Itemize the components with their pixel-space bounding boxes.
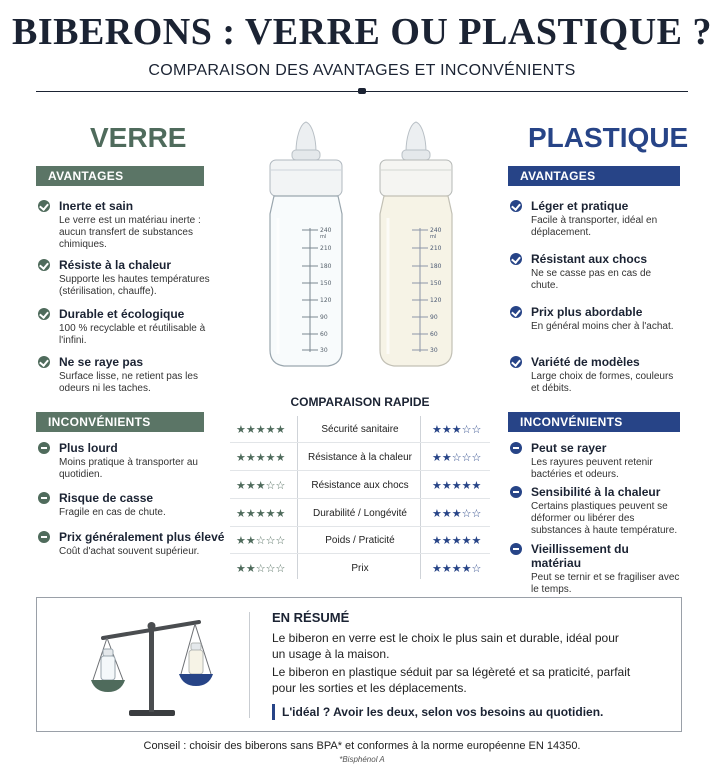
plastique-inconvenient-item xyxy=(510,441,682,481)
graduation-label: 180 xyxy=(430,263,442,270)
verre-rating-stars: ★★★☆☆ xyxy=(236,480,286,492)
verre-avantage-item xyxy=(38,355,213,395)
graduation-label: 120 xyxy=(320,297,332,304)
plastique-rating-stars: ★★☆☆☆ xyxy=(432,452,482,464)
verre-avantage-item xyxy=(38,258,213,298)
graduation-unit: ml xyxy=(320,234,327,240)
row-separator xyxy=(230,553,490,554)
scale-icon xyxy=(87,616,217,718)
verre-inconvenient-item xyxy=(38,491,213,519)
row-separator xyxy=(230,442,490,443)
resume-divider xyxy=(249,612,250,718)
resume-box xyxy=(36,597,682,732)
plastique-rating-stars: ★★★★★ xyxy=(432,480,482,492)
verre-inconvenient-item xyxy=(38,530,228,558)
check-icon xyxy=(510,253,522,265)
check-icon xyxy=(510,200,522,212)
minus-icon xyxy=(510,442,522,454)
check-icon xyxy=(510,306,522,318)
item-desc: Les rayures peuvent retenir bactéries et odeurs. xyxy=(531,457,653,480)
verre-avantage-item xyxy=(38,199,213,251)
graduation-label: 150 xyxy=(430,280,442,287)
item-desc: Fragile en cas de chute. xyxy=(59,507,166,518)
plastique-inconvenient-item xyxy=(510,542,682,596)
row-separator xyxy=(230,498,490,499)
item-desc: En général moins cher à l'achat. xyxy=(531,321,674,332)
check-icon xyxy=(510,356,522,368)
item-title: Risque de casse xyxy=(59,491,154,505)
item-desc: Large choix de formes, couleurs et débits. xyxy=(531,371,674,394)
item-title: Léger et pratique xyxy=(531,199,629,213)
resume-paragraph-verre: Le biberon en verre est le choix le plus sain et durable, idéal pour un usage à la maison. xyxy=(272,631,619,661)
check-icon xyxy=(38,200,50,212)
plastique-avantage-item xyxy=(510,252,680,292)
plastique-avantages-bar: AVANTAGES xyxy=(508,166,680,186)
criterion-label: Résistance à la chaleur xyxy=(308,452,412,463)
graduation-label: 90 xyxy=(320,314,328,321)
verre-title: VERRE xyxy=(90,122,187,153)
header-divider-ornament xyxy=(358,88,366,94)
item-desc: Surface lisse, ne retient pas les odeurs ni les taches. xyxy=(59,371,198,394)
plastique-rating-stars: ★★★☆☆ xyxy=(432,424,482,436)
graduation-label: 240 xyxy=(320,227,332,234)
criterion-label: Durabilité / Longévité xyxy=(313,508,407,519)
plastique-title: PLASTIQUE xyxy=(528,122,689,153)
item-title: Résistant aux chocs xyxy=(531,252,648,266)
graduation-label: 180 xyxy=(320,263,332,270)
comparaison-row xyxy=(230,444,490,471)
item-desc: Facile à transporter, idéal en déplacement. xyxy=(531,215,658,238)
verre-inconvenients-bar: INCONVÉNIENTS xyxy=(36,412,204,432)
resume-title: EN RÉSUMÉ xyxy=(272,610,350,625)
item-desc: Le verre est un matériau inerte : aucun transfert de substances chimiques. xyxy=(59,215,201,250)
criterion-label: Prix xyxy=(351,563,369,574)
minus-icon xyxy=(38,492,50,504)
glass-bottle-image xyxy=(258,118,354,374)
item-title: Prix généralement plus élevé xyxy=(59,530,225,544)
comparaison-row xyxy=(230,500,490,527)
minus-icon xyxy=(510,543,522,555)
graduation-label: 90 xyxy=(430,314,438,321)
minus-icon xyxy=(38,531,50,543)
plastique-inconvenient-item xyxy=(510,485,682,537)
graduation-label: 60 xyxy=(320,331,328,338)
verre-rating-stars: ★★★★★ xyxy=(236,424,286,436)
verre-rating-stars: ★★★★★ xyxy=(236,452,286,464)
verre-inconvenient-item xyxy=(38,441,213,481)
item-desc: Coût d'achat souvent supérieur. xyxy=(59,546,200,557)
plastique-avantage-item xyxy=(510,355,680,395)
item-desc: Moins pratique à transporter au quotidien. xyxy=(59,457,198,480)
row-separator xyxy=(230,470,490,471)
graduation-label: 120 xyxy=(430,297,442,304)
comparaison-row xyxy=(230,472,490,499)
criterion-label: Résistance aux chocs xyxy=(311,480,409,491)
comparaison-row xyxy=(230,416,490,443)
plastique-avantage-item xyxy=(510,199,680,239)
check-icon xyxy=(38,308,50,320)
item-desc: Peut se ternir et se fragiliser avec le temps. xyxy=(531,572,680,595)
graduation-label: 150 xyxy=(320,280,332,287)
item-title: Variété de modèles xyxy=(531,355,640,369)
item-title: Vieillissement du matériau xyxy=(531,542,629,570)
page-subtitle: COMPARAISON DES AVANTAGES ET INCONVÉNIENTS xyxy=(148,62,576,79)
graduation-label: 210 xyxy=(430,245,442,252)
footer-footnote: *Bisphénol A xyxy=(339,755,385,764)
item-title: Durable et écologique xyxy=(59,307,185,321)
item-desc: Supporte les hautes températures (stérilisation, chauffe). xyxy=(59,274,210,297)
item-title: Résiste à la chaleur xyxy=(59,258,172,272)
graduation-unit: ml xyxy=(430,234,437,240)
graduation-label: 30 xyxy=(320,347,328,354)
check-icon xyxy=(38,356,50,368)
verre-avantage-item xyxy=(38,307,213,347)
item-desc: Ne se casse pas en cas de chute. xyxy=(531,268,652,291)
comparaison-row xyxy=(230,555,490,582)
comparaison-title: COMPARAISON RAPIDE xyxy=(290,395,430,409)
minus-icon xyxy=(510,486,522,498)
check-icon xyxy=(38,259,50,271)
criterion-label: Sécurité sanitaire xyxy=(321,424,399,435)
verre-rating-stars: ★★☆☆☆ xyxy=(236,535,286,547)
minus-icon xyxy=(38,442,50,454)
verre-rating-stars: ★★☆☆☆ xyxy=(236,563,286,575)
graduation-label: 240 xyxy=(430,227,442,234)
item-desc: Certains plastiques peuvent se déformer ou libérer des substances à haute température. xyxy=(531,501,678,536)
item-title: Peut se rayer xyxy=(531,441,607,455)
plastique-rating-stars: ★★★★☆ xyxy=(432,563,482,575)
plastique-rating-stars: ★★★★★ xyxy=(432,535,482,547)
resume-paragraph-plastique: Le biberon en plastique séduit par sa légèreté et sa praticité, parfait pour les sorties et les déplacements. xyxy=(272,665,631,695)
verre-rating-stars: ★★★★★ xyxy=(236,508,286,520)
item-title: Sensibilité à la chaleur xyxy=(531,485,661,499)
plastic-bottle-image xyxy=(368,118,464,374)
footer-conseil: Conseil : choisir des biberons sans BPA* et conformes à la norme européenne EN 14350. xyxy=(143,740,581,752)
resume-accent-bar xyxy=(272,704,275,720)
comparaison-row xyxy=(230,527,490,554)
page-title: BIBERONS : VERRE OU PLASTIQUE ? xyxy=(11,11,712,53)
item-title: Ne se raye pas xyxy=(59,355,144,369)
item-title: Plus lourd xyxy=(59,441,118,455)
item-desc: 100 % recyclable et réutilisable à l'infini. xyxy=(59,323,206,346)
item-title: Prix plus abordable xyxy=(531,305,643,319)
graduation-label: 210 xyxy=(320,245,332,252)
graduation-label: 60 xyxy=(430,331,438,338)
plastique-rating-stars: ★★★☆☆ xyxy=(432,508,482,520)
item-title: Inerte et sain xyxy=(59,199,134,213)
graduation-label: 30 xyxy=(430,347,438,354)
resume-conclusion: L'idéal ? Avoir les deux, selon vos besoins au quotidien. xyxy=(282,705,604,719)
verre-avantages-bar: AVANTAGES xyxy=(36,166,204,186)
plastique-avantage-item xyxy=(510,305,680,333)
criterion-label: Poids / Praticité xyxy=(325,535,395,546)
plastique-inconvenients-bar: INCONVÉNIENTS xyxy=(508,412,680,432)
